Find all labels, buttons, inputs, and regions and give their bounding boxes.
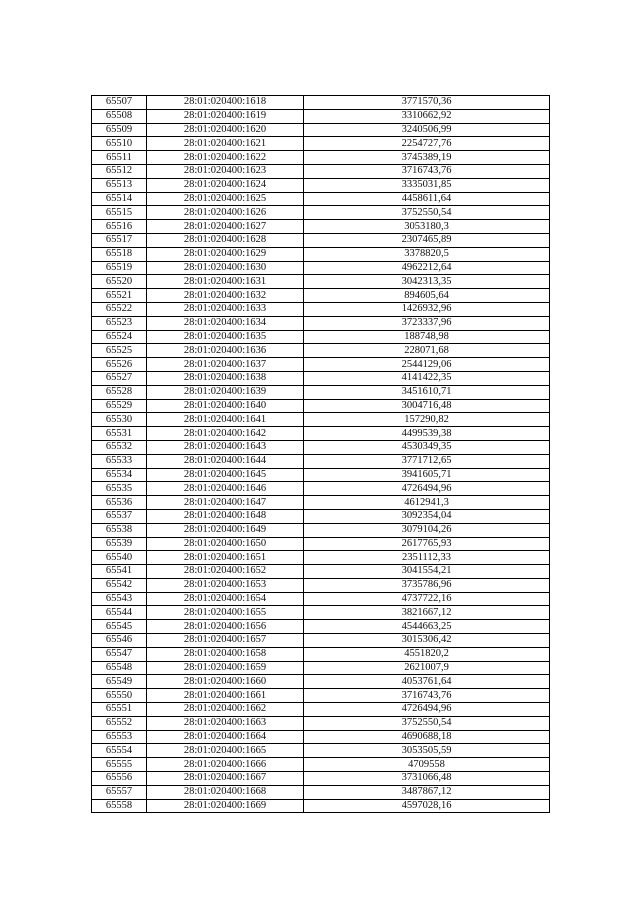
- value-cell: 157290,82: [304, 413, 550, 427]
- row-number-cell: 65513: [92, 178, 147, 192]
- table-row: [92, 647, 550, 661]
- cadastral-number-cell: 28:01:020400:1653: [147, 578, 304, 592]
- table-row: [92, 371, 550, 385]
- table-row: [92, 551, 550, 565]
- row-number-cell: 65534: [92, 468, 147, 482]
- table-row: [92, 302, 550, 316]
- row-number-cell: 65522: [92, 302, 147, 316]
- table-row: [92, 592, 550, 606]
- cadastral-number-cell: 28:01:020400:1627: [147, 220, 304, 234]
- cadastral-number-cell: 28:01:020400:1665: [147, 744, 304, 758]
- value-cell: 4690688,18: [304, 730, 550, 744]
- table-row: [92, 137, 550, 151]
- value-cell: 3451610,71: [304, 385, 550, 399]
- value-cell: 4551820,2: [304, 647, 550, 661]
- cadastral-number-cell: 28:01:020400:1636: [147, 344, 304, 358]
- row-number-cell: 65540: [92, 551, 147, 565]
- row-number-cell: 65508: [92, 109, 147, 123]
- table-row: [92, 716, 550, 730]
- value-cell: 188748,98: [304, 330, 550, 344]
- row-number-cell: 65556: [92, 772, 147, 786]
- value-cell: 3053505,59: [304, 744, 550, 758]
- value-cell: 3240506,99: [304, 123, 550, 137]
- cadastral-number-cell: 28:01:020400:1626: [147, 206, 304, 220]
- cadastral-number-cell: 28:01:020400:1659: [147, 661, 304, 675]
- table-row: [92, 330, 550, 344]
- row-number-cell: 65525: [92, 344, 147, 358]
- value-cell: 3716743,76: [304, 164, 550, 178]
- row-number-cell: 65545: [92, 620, 147, 634]
- cadastral-number-cell: 28:01:020400:1651: [147, 551, 304, 565]
- table-row: [92, 399, 550, 413]
- cadastral-number-cell: 28:01:020400:1666: [147, 758, 304, 772]
- cadastral-number-cell: 28:01:020400:1646: [147, 482, 304, 496]
- cadastral-number-cell: 28:01:020400:1639: [147, 385, 304, 399]
- row-number-cell: 65543: [92, 592, 147, 606]
- cadastral-number-cell: 28:01:020400:1631: [147, 275, 304, 289]
- value-cell: 3053180,3: [304, 220, 550, 234]
- cadastral-value-table: [91, 95, 550, 813]
- value-cell: 3745389,19: [304, 151, 550, 165]
- cadastral-number-cell: 28:01:020400:1648: [147, 509, 304, 523]
- cadastral-number-cell: 28:01:020400:1623: [147, 164, 304, 178]
- cadastral-number-cell: 28:01:020400:1657: [147, 634, 304, 648]
- row-number-cell: 65526: [92, 358, 147, 372]
- cadastral-number-cell: 28:01:020400:1667: [147, 772, 304, 786]
- cadastral-number-cell: 28:01:020400:1663: [147, 716, 304, 730]
- table-row: [92, 385, 550, 399]
- value-cell: 3004716,48: [304, 399, 550, 413]
- row-number-cell: 65509: [92, 123, 147, 137]
- row-number-cell: 65557: [92, 785, 147, 799]
- cadastral-number-cell: 28:01:020400:1618: [147, 96, 304, 110]
- cadastral-number-cell: 28:01:020400:1649: [147, 523, 304, 537]
- table-row: [92, 261, 550, 275]
- row-number-cell: 65516: [92, 220, 147, 234]
- row-number-cell: 65521: [92, 289, 147, 303]
- value-cell: 4597028,16: [304, 799, 550, 813]
- value-cell: 3378820,5: [304, 247, 550, 261]
- table-row: [92, 661, 550, 675]
- cadastral-number-cell: 28:01:020400:1645: [147, 468, 304, 482]
- cadastral-number-cell: 28:01:020400:1655: [147, 606, 304, 620]
- value-cell: 2254727,76: [304, 137, 550, 151]
- cadastral-number-cell: 28:01:020400:1658: [147, 647, 304, 661]
- table-row: [92, 316, 550, 330]
- cadastral-number-cell: 28:01:020400:1621: [147, 137, 304, 151]
- row-number-cell: 65511: [92, 151, 147, 165]
- cadastral-number-cell: 28:01:020400:1654: [147, 592, 304, 606]
- row-number-cell: 65555: [92, 758, 147, 772]
- table-row: [92, 565, 550, 579]
- table-row: [92, 413, 550, 427]
- cadastral-number-cell: 28:01:020400:1642: [147, 427, 304, 441]
- value-cell: 3771712,65: [304, 454, 550, 468]
- cadastral-number-cell: 28:01:020400:1638: [147, 371, 304, 385]
- table-row: [92, 275, 550, 289]
- cadastral-number-cell: 28:01:020400:1641: [147, 413, 304, 427]
- cadastral-number-cell: 28:01:020400:1633: [147, 302, 304, 316]
- row-number-cell: 65523: [92, 316, 147, 330]
- table-row: [92, 123, 550, 137]
- table-row: [92, 178, 550, 192]
- row-number-cell: 65532: [92, 440, 147, 454]
- row-number-cell: 65530: [92, 413, 147, 427]
- value-cell: 2351112,33: [304, 551, 550, 565]
- cadastral-number-cell: 28:01:020400:1630: [147, 261, 304, 275]
- table-row: [92, 758, 550, 772]
- value-cell: 2621007,9: [304, 661, 550, 675]
- table-row: [92, 109, 550, 123]
- table-row: [92, 96, 550, 110]
- table-row: [92, 744, 550, 758]
- row-number-cell: 65546: [92, 634, 147, 648]
- table-row: [92, 164, 550, 178]
- row-number-cell: 65544: [92, 606, 147, 620]
- cadastral-number-cell: 28:01:020400:1634: [147, 316, 304, 330]
- row-number-cell: 65518: [92, 247, 147, 261]
- row-number-cell: 65512: [92, 164, 147, 178]
- cadastral-number-cell: 28:01:020400:1650: [147, 537, 304, 551]
- cadastral-number-cell: 28:01:020400:1662: [147, 703, 304, 717]
- value-cell: 4458611,64: [304, 192, 550, 206]
- table-row: [92, 799, 550, 813]
- value-cell: 4737722,16: [304, 592, 550, 606]
- row-number-cell: 65533: [92, 454, 147, 468]
- cadastral-number-cell: 28:01:020400:1668: [147, 785, 304, 799]
- table-row: [92, 289, 550, 303]
- row-number-cell: 65514: [92, 192, 147, 206]
- row-number-cell: 65558: [92, 799, 147, 813]
- table-row: [92, 703, 550, 717]
- row-number-cell: 65515: [92, 206, 147, 220]
- cadastral-number-cell: 28:01:020400:1643: [147, 440, 304, 454]
- row-number-cell: 65550: [92, 689, 147, 703]
- value-cell: 3015306,42: [304, 634, 550, 648]
- row-number-cell: 65517: [92, 233, 147, 247]
- cadastral-number-cell: 28:01:020400:1660: [147, 675, 304, 689]
- cadastral-number-cell: 28:01:020400:1664: [147, 730, 304, 744]
- row-number-cell: 65535: [92, 482, 147, 496]
- value-cell: 2617765,93: [304, 537, 550, 551]
- table-row: [92, 151, 550, 165]
- row-number-cell: 65551: [92, 703, 147, 717]
- cadastral-number-cell: 28:01:020400:1637: [147, 358, 304, 372]
- value-cell: 3731066,48: [304, 772, 550, 786]
- table-row: [92, 427, 550, 441]
- row-number-cell: 65520: [92, 275, 147, 289]
- cadastral-number-cell: 28:01:020400:1622: [147, 151, 304, 165]
- row-number-cell: 65552: [92, 716, 147, 730]
- table-row: [92, 233, 550, 247]
- cadastral-number-cell: 28:01:020400:1661: [147, 689, 304, 703]
- value-cell: 3941605,71: [304, 468, 550, 482]
- cadastral-number-cell: 28:01:020400:1619: [147, 109, 304, 123]
- cadastral-number-cell: 28:01:020400:1632: [147, 289, 304, 303]
- value-cell: 4544663,25: [304, 620, 550, 634]
- table-row: [92, 358, 550, 372]
- table-row: [92, 220, 550, 234]
- row-number-cell: 65554: [92, 744, 147, 758]
- row-number-cell: 65524: [92, 330, 147, 344]
- value-cell: 3335031,85: [304, 178, 550, 192]
- row-number-cell: 65547: [92, 647, 147, 661]
- value-cell: 4726494,96: [304, 482, 550, 496]
- table-row: [92, 578, 550, 592]
- cadastral-number-cell: 28:01:020400:1656: [147, 620, 304, 634]
- row-number-cell: 65553: [92, 730, 147, 744]
- value-cell: 4053761,64: [304, 675, 550, 689]
- row-number-cell: 65541: [92, 565, 147, 579]
- cadastral-number-cell: 28:01:020400:1629: [147, 247, 304, 261]
- row-number-cell: 65538: [92, 523, 147, 537]
- value-cell: 2544129,06: [304, 358, 550, 372]
- cadastral-number-cell: 28:01:020400:1644: [147, 454, 304, 468]
- cadastral-number-cell: 28:01:020400:1624: [147, 178, 304, 192]
- value-cell: 4141422,35: [304, 371, 550, 385]
- table-row: [92, 247, 550, 261]
- table-row: [92, 675, 550, 689]
- value-cell: 2307465,89: [304, 233, 550, 247]
- value-cell: 4726494,96: [304, 703, 550, 717]
- value-cell: 3735786,96: [304, 578, 550, 592]
- table-row: [92, 509, 550, 523]
- row-number-cell: 65537: [92, 509, 147, 523]
- value-cell: 4709558: [304, 758, 550, 772]
- row-number-cell: 65536: [92, 496, 147, 510]
- value-cell: 3821667,12: [304, 606, 550, 620]
- value-cell: 3079104,26: [304, 523, 550, 537]
- row-number-cell: 65539: [92, 537, 147, 551]
- cadastral-number-cell: 28:01:020400:1669: [147, 799, 304, 813]
- row-number-cell: 65510: [92, 137, 147, 151]
- value-cell: 3092354,04: [304, 509, 550, 523]
- value-cell: 3771570,36: [304, 96, 550, 110]
- table-row: [92, 440, 550, 454]
- value-cell: 3723337,96: [304, 316, 550, 330]
- value-cell: 3752550,54: [304, 716, 550, 730]
- table-row: [92, 192, 550, 206]
- table-row: [92, 344, 550, 358]
- table-row: [92, 454, 550, 468]
- table-row: [92, 468, 550, 482]
- table-row: [92, 785, 550, 799]
- table-row: [92, 730, 550, 744]
- value-cell: 4612941,3: [304, 496, 550, 510]
- row-number-cell: 65548: [92, 661, 147, 675]
- table-row: [92, 206, 550, 220]
- row-number-cell: 65519: [92, 261, 147, 275]
- value-cell: 3041554,21: [304, 565, 550, 579]
- cadastral-number-cell: 28:01:020400:1620: [147, 123, 304, 137]
- table-body: [92, 96, 550, 813]
- row-number-cell: 65542: [92, 578, 147, 592]
- value-cell: 3716743,76: [304, 689, 550, 703]
- table-row: [92, 606, 550, 620]
- table-row: [92, 620, 550, 634]
- value-cell: 3310662,92: [304, 109, 550, 123]
- row-number-cell: 65528: [92, 385, 147, 399]
- cadastral-number-cell: 28:01:020400:1635: [147, 330, 304, 344]
- cadastral-number-cell: 28:01:020400:1628: [147, 233, 304, 247]
- value-cell: 4962212,64: [304, 261, 550, 275]
- row-number-cell: 65549: [92, 675, 147, 689]
- value-cell: 894605,64: [304, 289, 550, 303]
- table-row: [92, 496, 550, 510]
- cadastral-number-cell: 28:01:020400:1640: [147, 399, 304, 413]
- row-number-cell: 65507: [92, 96, 147, 110]
- row-number-cell: 65531: [92, 427, 147, 441]
- row-number-cell: 65529: [92, 399, 147, 413]
- cadastral-number-cell: 28:01:020400:1652: [147, 565, 304, 579]
- value-cell: 4499539,38: [304, 427, 550, 441]
- table-row: [92, 772, 550, 786]
- value-cell: 3042313,35: [304, 275, 550, 289]
- row-number-cell: 65527: [92, 371, 147, 385]
- table-row: [92, 482, 550, 496]
- table-row: [92, 523, 550, 537]
- table-row: [92, 634, 550, 648]
- cadastral-number-cell: 28:01:020400:1647: [147, 496, 304, 510]
- cadastral-number-cell: 28:01:020400:1625: [147, 192, 304, 206]
- value-cell: 228071,68: [304, 344, 550, 358]
- table-row: [92, 537, 550, 551]
- value-cell: 4530349,35: [304, 440, 550, 454]
- value-cell: 1426932,96: [304, 302, 550, 316]
- value-cell: 3487867,12: [304, 785, 550, 799]
- value-cell: 3752550,54: [304, 206, 550, 220]
- table-row: [92, 689, 550, 703]
